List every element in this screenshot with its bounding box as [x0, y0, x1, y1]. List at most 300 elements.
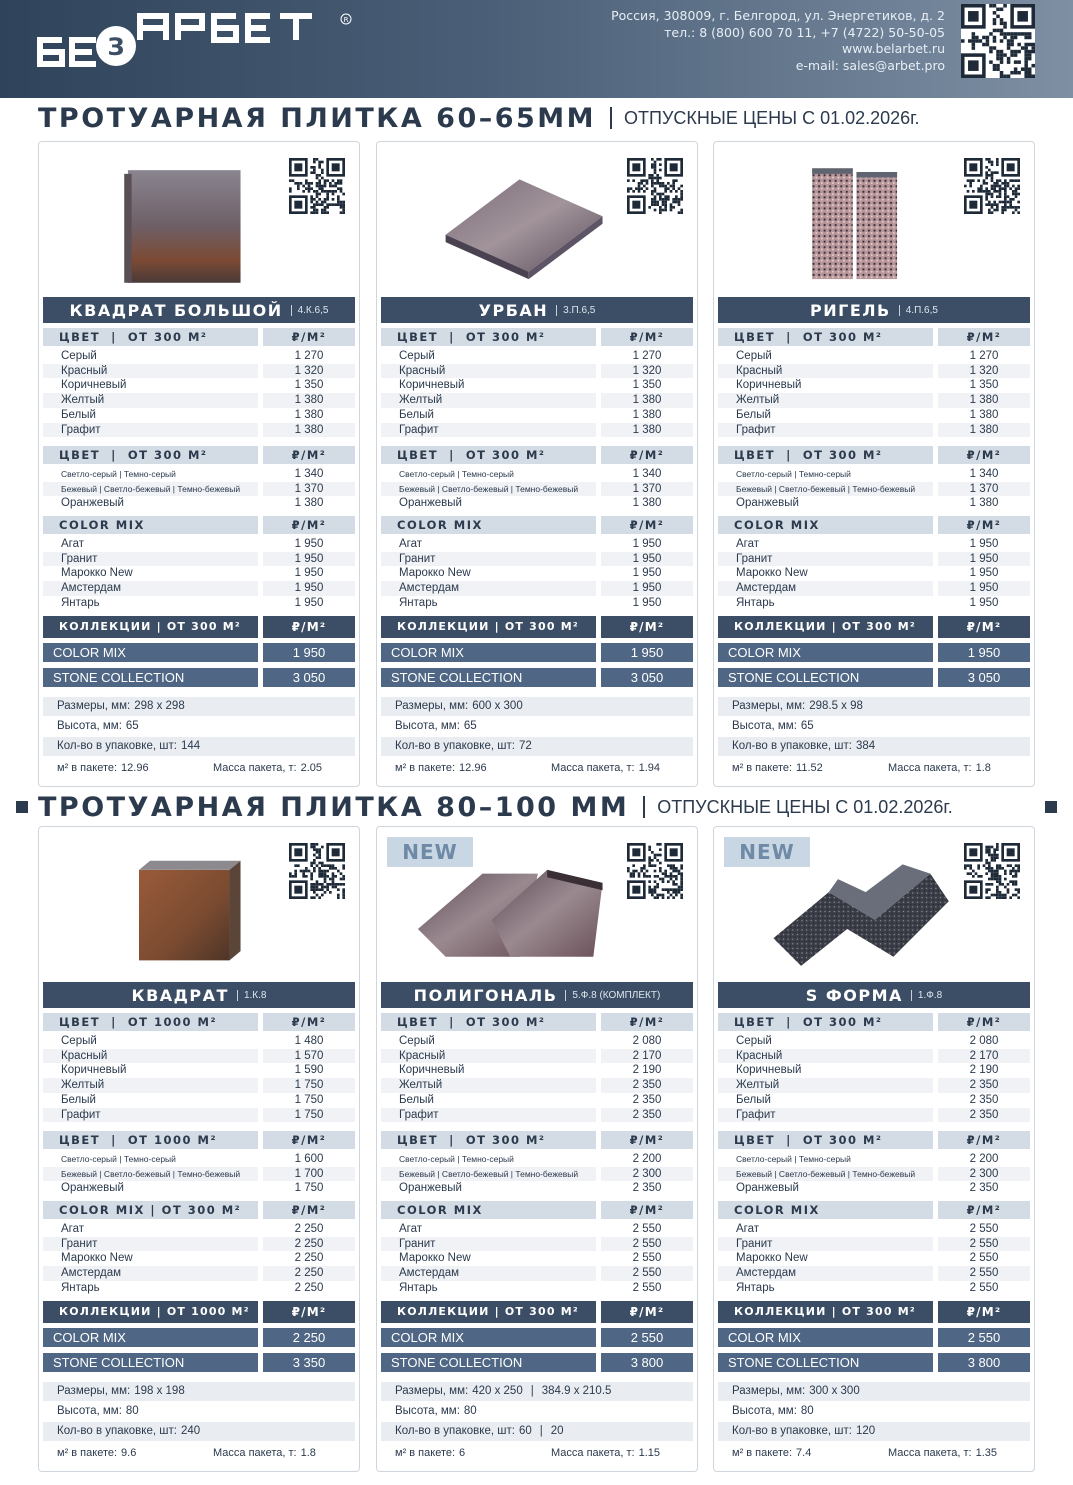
table-row: [381, 1063, 693, 1078]
price-value: 1 950: [632, 538, 662, 550]
spec-height: Высота, мм: 65: [732, 720, 814, 732]
product-photo: [43, 146, 283, 294]
header-price-unit: ₽/М²: [938, 1131, 1030, 1149]
price-value: 2 550: [969, 1252, 999, 1265]
table-row: [718, 1237, 1030, 1252]
mix-name: Янтарь: [61, 1281, 100, 1294]
header-color-mix: COLOR MIX: [43, 516, 258, 534]
mix-name: Марокко New: [399, 1252, 471, 1265]
price-value: 3 800: [938, 1353, 1030, 1372]
header-color-qty: ЦВЕТ | ОТ 300 М²: [381, 446, 596, 464]
color-name: Желтый: [381, 1078, 596, 1093]
price-value: 1 320: [938, 364, 1030, 379]
table-row: [43, 1152, 355, 1167]
table-header: [381, 516, 693, 534]
price-value: 1 380: [632, 408, 662, 421]
qr-code-icon: [289, 843, 345, 899]
price-value: 2 250: [294, 1223, 324, 1235]
table-row: [43, 581, 355, 596]
color-name: Желтый: [718, 393, 933, 408]
price-value: 2 190: [632, 1064, 662, 1077]
mix-name: Агат: [399, 1223, 423, 1235]
product-code: 1.К.8: [237, 990, 267, 1001]
price-value: 2 550: [938, 1328, 1030, 1347]
collection-row: [381, 643, 693, 662]
bullet-square: [1045, 801, 1057, 813]
spec-pack-count: Кол-во в упаковке, шт: 120: [718, 1422, 1030, 1441]
collection-row: [381, 1328, 693, 1347]
table-row: [381, 423, 693, 438]
price-value: 2 190: [969, 1064, 999, 1077]
svg-text:З: З: [107, 33, 125, 61]
table-row: [718, 566, 1030, 581]
color-name: Оранжевый: [61, 497, 124, 510]
svg-text:R: R: [343, 16, 349, 24]
price-value: 1 700: [263, 1167, 355, 1182]
table-row: [43, 378, 355, 393]
color-name: Светло-серый | Темно-серый: [61, 1154, 176, 1164]
price-value: 2 550: [938, 1266, 1030, 1281]
table-header: [718, 1013, 1030, 1031]
price-value: 2 300: [601, 1167, 693, 1182]
price-value: 2 080: [632, 1035, 662, 1047]
table-header: [718, 1131, 1030, 1149]
collection-row: [718, 1353, 1030, 1372]
table-row: [718, 1034, 1030, 1049]
mix-name: Янтарь: [399, 1281, 438, 1294]
price-value: 2 550: [601, 1266, 693, 1281]
table-row: [718, 1049, 1030, 1064]
table-row: [718, 1167, 1030, 1182]
price-value: 3 800: [601, 1353, 693, 1372]
table-header: [381, 1131, 693, 1149]
spec-size: Размеры, мм: 298 х 298: [43, 697, 355, 716]
header-price-unit: ₽/М²: [601, 1013, 693, 1031]
header-color-mix: COLOR MIX: [718, 1201, 933, 1219]
price-value: 2 300: [938, 1167, 1030, 1182]
table-row: [43, 393, 355, 408]
price-value: 1 380: [263, 423, 355, 438]
header-price-unit: ₽/М²: [601, 616, 693, 638]
price-value: 3 050: [263, 668, 355, 687]
price-value: 1 340: [969, 468, 999, 480]
qr-code-icon: [964, 843, 1020, 899]
header-collections: КОЛЛЕКЦИИ | ОТ 300 М²: [43, 616, 258, 638]
mix-name: Гранит: [718, 552, 933, 567]
price-value: 2 550: [632, 1252, 662, 1265]
header-color-qty: ЦВЕТ | ОТ 300 М²: [718, 1013, 933, 1031]
collection-name: COLOR MIX: [381, 643, 596, 662]
header-price-unit: ₽/М²: [938, 516, 1030, 534]
color-name: Светло-серый | Темно-серый: [61, 469, 176, 479]
contact-info: [611, 8, 945, 74]
header-price-unit: ₽/М²: [938, 616, 1030, 638]
website-link[interactable]: www.belarbet.ru: [842, 41, 945, 56]
brand-logo: [36, 10, 366, 70]
section-heading: ТРОТУАРНАЯ ПЛИТКА 80–100 ММ: [38, 791, 630, 823]
product-card: [713, 826, 1035, 1472]
section-title-80-100: [38, 790, 1038, 824]
product-name-bar: [381, 297, 693, 323]
table-header: [43, 1013, 355, 1031]
collection-row: [43, 668, 355, 687]
table-row: [43, 1222, 355, 1237]
color-name: Серый: [61, 350, 97, 362]
header-price-unit: ₽/М²: [263, 328, 355, 346]
color-name: Оранжевый: [399, 497, 462, 510]
color-name: Желтый: [43, 1078, 258, 1093]
header-price-unit: ₽/М²: [263, 616, 355, 638]
product-photo: [718, 146, 958, 294]
header-collections: КОЛЛЕКЦИИ | ОТ 300 М²: [718, 616, 933, 638]
price-value: 2 350: [632, 1093, 662, 1106]
mix-name: Агат: [399, 538, 423, 550]
price-value: 1 950: [938, 552, 1030, 567]
mix-name: Марокко New: [61, 1252, 133, 1265]
table-row: [718, 1152, 1030, 1167]
table-row: [381, 349, 693, 364]
price-value: 2 250: [263, 1328, 355, 1347]
table-row: [43, 566, 355, 581]
color-name: Белый: [61, 408, 96, 421]
collection-row: [43, 643, 355, 662]
mix-name: Агат: [736, 1223, 760, 1235]
collection-row: [718, 668, 1030, 687]
table-header: [381, 1201, 693, 1219]
collection-name: COLOR MIX: [381, 1328, 596, 1347]
table-row: [381, 1237, 693, 1252]
table-row: [718, 1281, 1030, 1296]
prices-date: ОТПУСКНЫЕ ЦЕНЫ С 01.02.2026г.: [624, 107, 920, 128]
table-row: [718, 1266, 1030, 1281]
color-name: Графит: [718, 1108, 933, 1123]
header-price-unit: ₽/М²: [263, 1131, 355, 1149]
collection-name: STONE COLLECTION: [718, 1353, 933, 1372]
spec-height: Высота, мм: 80: [395, 1405, 477, 1417]
color-name: Белый: [399, 408, 434, 421]
collection-name: COLOR MIX: [43, 1328, 258, 1347]
table-row: [43, 1181, 355, 1196]
mix-name: Гранит: [381, 1237, 596, 1252]
table-row: [43, 1034, 355, 1049]
table-row: [43, 1237, 355, 1252]
mix-name: Марокко New: [736, 567, 808, 580]
header-color-qty: ЦВЕТ | ОТ 1000 М²: [43, 1131, 258, 1149]
collection-name: STONE COLLECTION: [43, 1353, 258, 1372]
price-value: 1 950: [632, 567, 662, 580]
email-link[interactable]: e-mail: sales@arbet.pro: [795, 57, 945, 73]
qr-code-icon: [961, 4, 1035, 78]
price-value: 1 380: [969, 408, 999, 421]
table-row: [718, 482, 1030, 497]
mix-name: Янтарь: [399, 596, 438, 609]
price-value: 2 200: [969, 1153, 999, 1165]
header-price-unit: ₽/М²: [601, 446, 693, 464]
price-value: 1 950: [969, 567, 999, 580]
table-header: [718, 1201, 1030, 1219]
price-value: 1 350: [294, 379, 324, 392]
table-row: [43, 1167, 355, 1182]
price-value: 1 370: [601, 482, 693, 497]
mix-name: Амстердам: [43, 1266, 258, 1281]
table-row: [718, 1181, 1030, 1196]
table-row: [43, 552, 355, 567]
price-value: 1 380: [263, 393, 355, 408]
header-color-qty: ЦВЕТ | ОТ 300 М²: [381, 328, 596, 346]
spec-height: Высота, мм: 65: [395, 720, 477, 732]
product-name: S ФОРМА: [805, 985, 903, 1005]
price-value: 2 550: [969, 1223, 999, 1235]
header-price-unit: ₽/М²: [601, 328, 693, 346]
color-name: Бежевый | Светло-бежевый | Темно-бежевый: [43, 482, 258, 497]
header-color-qty: ЦВЕТ | ОТ 300 М²: [718, 446, 933, 464]
table-row: [43, 423, 355, 438]
table-row: [43, 1266, 355, 1281]
table-header: [43, 1131, 355, 1149]
spec-size: Размеры, мм: 600 х 300: [381, 697, 693, 716]
price-value: 2 170: [938, 1049, 1030, 1064]
collection-row: [43, 1353, 355, 1372]
price-value: 1 380: [969, 497, 999, 510]
color-name: Коричневый: [736, 1064, 802, 1077]
color-name: Графит: [381, 423, 596, 438]
mix-name: Гранит: [43, 1237, 258, 1252]
table-row: [381, 467, 693, 482]
price-value: 1 380: [294, 497, 324, 510]
color-name: Бежевый | Светло-бежевый | Темно-бежевый: [381, 1167, 596, 1182]
spec-pack-count: Кол-во в упаковке, шт: 60 | 20: [381, 1422, 693, 1441]
table-header: [43, 446, 355, 464]
header-color-qty: ЦВЕТ | ОТ 1000 М²: [43, 1013, 258, 1031]
table-row: [43, 364, 355, 379]
table-header: [718, 446, 1030, 464]
color-name: Желтый: [43, 393, 258, 408]
header-color-qty: ЦВЕТ | ОТ 300 М²: [718, 1131, 933, 1149]
page-header: [0, 0, 1073, 98]
phones[interactable]: тел.: 8 (800) 600 70 11, +7 (4722) 50-50-05: [664, 24, 945, 40]
table-row: [381, 566, 693, 581]
spec-size: Размеры, мм: 198 х 198: [43, 1382, 355, 1401]
product-photo: [43, 831, 283, 979]
spec-pack-info: м² в пакете: 12.96 Масса пакета, т: 1.94: [395, 762, 661, 774]
price-value: 1 380: [601, 423, 693, 438]
table-row: [381, 393, 693, 408]
table-row: [381, 482, 693, 497]
table-row: [43, 537, 355, 552]
spec-pack-count: Кол-во в упаковке, шт: 240: [43, 1422, 355, 1441]
product-name-bar: [718, 982, 1030, 1008]
price-value: 1 320: [263, 364, 355, 379]
mix-name: Гранит: [718, 1237, 933, 1252]
price-value: 2 080: [969, 1035, 999, 1047]
price-value: 1 380: [294, 408, 324, 421]
table-row: [381, 1281, 693, 1296]
price-value: 2 550: [601, 1237, 693, 1252]
divider: [610, 107, 612, 129]
table-row: [718, 408, 1030, 423]
spec-size: Размеры, мм: 420 х 250 | 384.9 х 210.5: [381, 1382, 693, 1401]
price-value: 1 270: [969, 350, 999, 362]
collection-name: COLOR MIX: [718, 643, 933, 662]
collection-row: [718, 643, 1030, 662]
mix-name: Гранит: [43, 552, 258, 567]
mix-name: Амстердам: [718, 581, 933, 596]
header-price-unit: ₽/М²: [938, 1201, 1030, 1219]
color-name: Графит: [718, 423, 933, 438]
price-value: 2 350: [938, 1108, 1030, 1123]
spec-height: Высота, мм: 65: [57, 720, 139, 732]
spec-pack-info: м² в пакете: 9.6 Масса пакета, т: 1.8: [57, 1447, 316, 1459]
table-row: [381, 1108, 693, 1123]
price-value: 2 350: [601, 1108, 693, 1123]
header-collections: КОЛЛЕКЦИИ | ОТ 300 М²: [718, 1301, 933, 1323]
color-name: Желтый: [381, 393, 596, 408]
table-header: [718, 328, 1030, 346]
color-name: Коричневый: [399, 379, 465, 392]
table-row: [718, 537, 1030, 552]
product-name: УРБАН: [478, 300, 549, 320]
price-value: 1 950: [294, 538, 324, 550]
header-color-qty: ЦВЕТ | ОТ 300 М²: [381, 1131, 596, 1149]
price-value: 1 750: [263, 1108, 355, 1123]
new-badge: NEW: [724, 837, 810, 867]
price-value: 2 350: [938, 1078, 1030, 1093]
price-value: 2 350: [969, 1093, 999, 1106]
color-name: Светло-серый | Темно-серый: [399, 1154, 514, 1164]
table-row: [718, 552, 1030, 567]
color-name: Оранжевый: [736, 497, 799, 510]
color-name: Графит: [43, 1108, 258, 1123]
collections-header: [43, 616, 355, 638]
color-name: Красный: [381, 364, 596, 379]
table-header: [718, 516, 1030, 534]
price-value: 1 950: [601, 552, 693, 567]
table-row: [381, 1049, 693, 1064]
mix-name: Амстердам: [43, 581, 258, 596]
mix-name: Агат: [736, 538, 760, 550]
price-value: 3 050: [601, 668, 693, 687]
header-price-unit: ₽/М²: [263, 1201, 355, 1219]
table-row: [718, 1251, 1030, 1266]
price-value: 1 340: [294, 468, 324, 480]
table-row: [718, 581, 1030, 596]
collections-header: [381, 1301, 693, 1323]
price-value: 1 750: [263, 1078, 355, 1093]
mix-name: Марокко New: [61, 567, 133, 580]
color-name: Коричневый: [61, 379, 127, 392]
price-value: 2 550: [632, 1223, 662, 1235]
header-price-unit: ₽/М²: [938, 328, 1030, 346]
table-header: [381, 446, 693, 464]
price-value: 2 250: [294, 1281, 324, 1294]
table-row: [43, 1251, 355, 1266]
table-row: [381, 1251, 693, 1266]
color-name: Белый: [736, 1093, 771, 1106]
header-color-qty: ЦВЕТ | ОТ 300 М²: [43, 446, 258, 464]
table-row: [718, 349, 1030, 364]
table-row: [381, 378, 693, 393]
price-value: 1 340: [632, 468, 662, 480]
price-value: 1 950: [969, 538, 999, 550]
table-row: [718, 364, 1030, 379]
collection-name: COLOR MIX: [43, 643, 258, 662]
color-name: Бежевый | Светло-бежевый | Темно-бежевый: [43, 1167, 258, 1182]
qr-code-icon: [627, 158, 683, 214]
header-price-unit: ₽/М²: [938, 446, 1030, 464]
table-row: [43, 1108, 355, 1123]
table-row: [381, 537, 693, 552]
table-row: [381, 581, 693, 596]
header-color-qty: ЦВЕТ | ОТ 300 М²: [43, 328, 258, 346]
product-code: 1.Ф.8: [911, 990, 942, 1001]
mix-name: Амстердам: [718, 1266, 933, 1281]
mix-name: Янтарь: [736, 596, 775, 609]
product-name: РИГЕЛЬ: [810, 300, 891, 320]
table-row: [718, 423, 1030, 438]
table-row: [381, 552, 693, 567]
table-row: [43, 1093, 355, 1108]
collection-name: STONE COLLECTION: [718, 668, 933, 687]
mix-name: Агат: [61, 1223, 85, 1235]
table-row: [43, 596, 355, 611]
price-value: 1 270: [632, 350, 662, 362]
color-name: Коричневый: [399, 1064, 465, 1077]
spec-pack-count: Кол-во в упаковке, шт: 144: [43, 737, 355, 756]
table-row: [718, 378, 1030, 393]
color-name: Светло-серый | Темно-серый: [736, 1154, 851, 1164]
qr-code-icon: [289, 158, 345, 214]
price-value: 1 350: [632, 379, 662, 392]
product-card: [38, 826, 360, 1472]
color-name: Красный: [381, 1049, 596, 1064]
price-value: 2 550: [938, 1237, 1030, 1252]
product-code: 5.Ф.8 (КОМПЛЕКТ): [565, 990, 660, 1001]
spec-pack-info: м² в пакете: 12.96 Масса пакета, т: 2.05: [57, 762, 323, 774]
color-name: Красный: [43, 364, 258, 379]
price-value: 1 950: [294, 567, 324, 580]
table-row: [43, 1063, 355, 1078]
spec-pack-info: м² в пакете: 11.52 Масса пакета, т: 1.8: [732, 762, 991, 774]
mix-name: Марокко New: [399, 567, 471, 580]
collection-name: STONE COLLECTION: [381, 668, 596, 687]
table-header: [381, 328, 693, 346]
spec-size: Размеры, мм: 298.5 х 98: [718, 697, 1030, 716]
table-row: [43, 408, 355, 423]
price-value: 1 750: [294, 1093, 324, 1106]
collections-header: [718, 616, 1030, 638]
color-name: Оранжевый: [61, 1182, 124, 1195]
color-name: Оранжевый: [736, 1182, 799, 1195]
color-name: Желтый: [718, 1078, 933, 1093]
table-row: [381, 1093, 693, 1108]
address: Россия, 308009, г. Белгород, ул. Энергетиков, д. 2: [611, 8, 945, 23]
header-collections: КОЛЛЕКЦИИ | ОТ 300 М²: [381, 1301, 596, 1323]
header-price-unit: ₽/М²: [601, 516, 693, 534]
price-value: 2 550: [632, 1281, 662, 1294]
header-price-unit: ₽/М²: [263, 516, 355, 534]
qr-code-icon: [627, 843, 683, 899]
table-header: [43, 516, 355, 534]
table-row: [718, 1108, 1030, 1123]
price-value: 2 550: [969, 1281, 999, 1294]
color-name: Бежевый | Светло-бежевый | Темно-бежевый: [718, 482, 933, 497]
color-name: Красный: [718, 364, 933, 379]
price-value: 1 950: [263, 552, 355, 567]
section-title-60-65: [38, 101, 1038, 135]
table-header: [381, 1013, 693, 1031]
price-value: 1 480: [294, 1035, 324, 1047]
table-row: [718, 393, 1030, 408]
